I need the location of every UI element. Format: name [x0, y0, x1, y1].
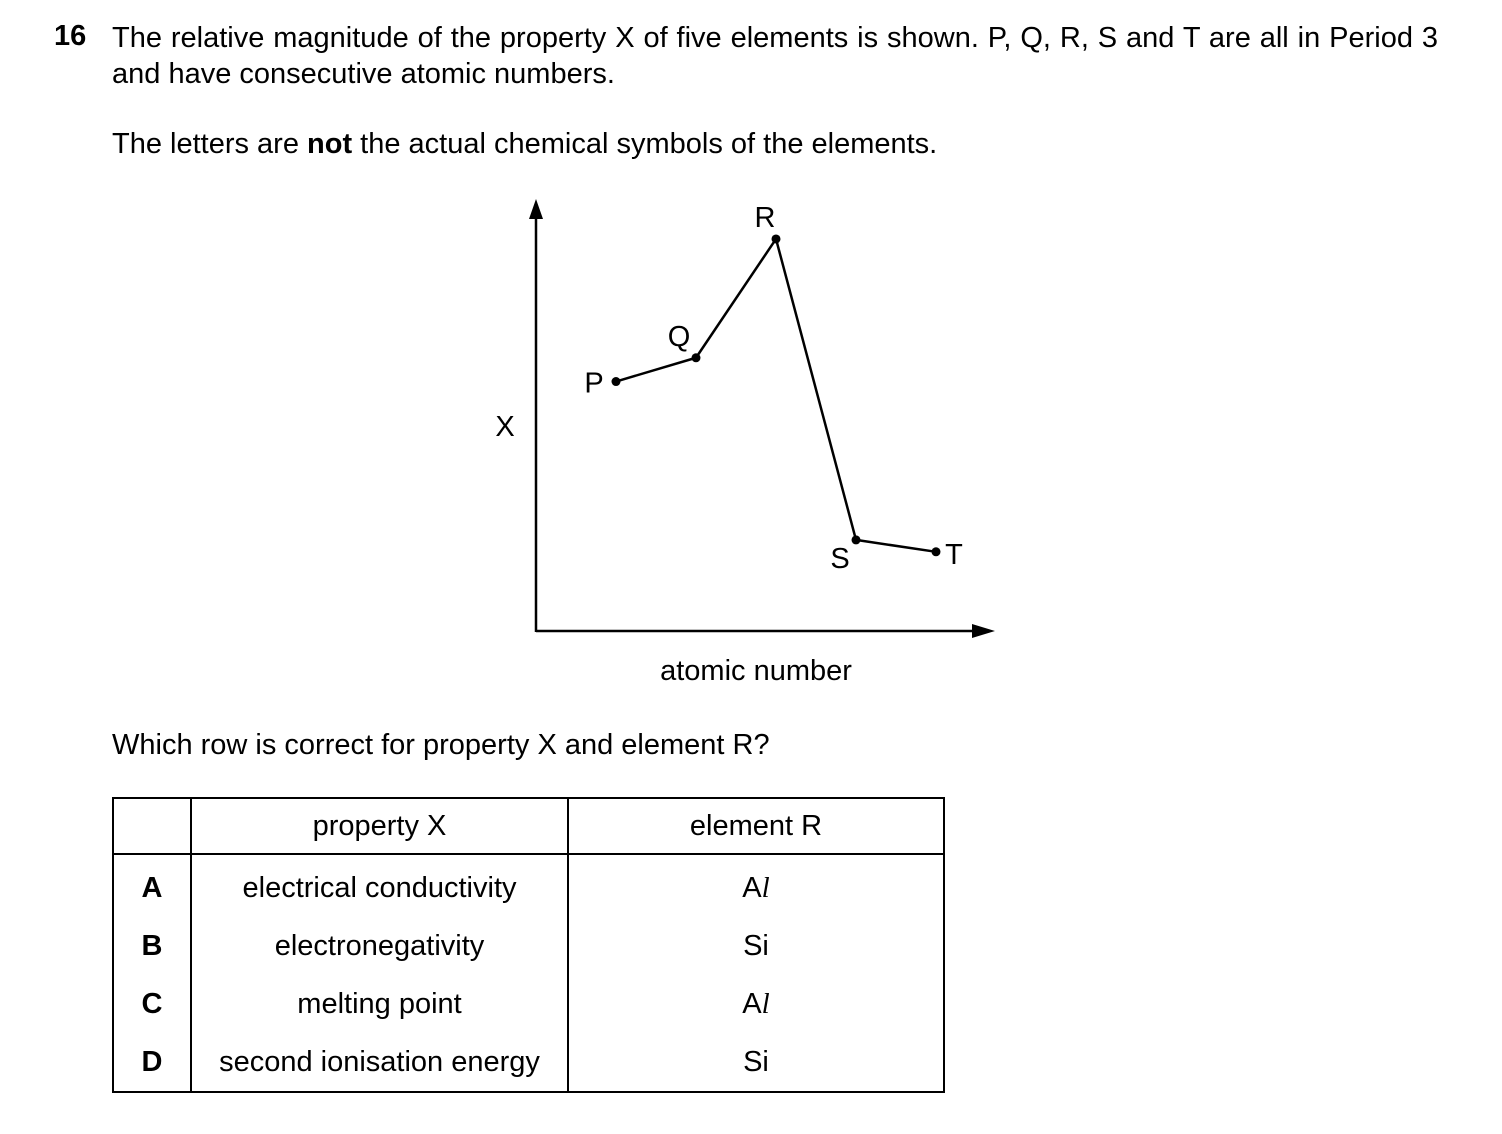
option-letter: B: [113, 917, 191, 975]
element-symbol: A: [742, 871, 762, 904]
option-letter: D: [113, 1033, 191, 1092]
table-row: [113, 1033, 944, 1092]
element-symbol: A: [742, 987, 762, 1020]
element-symbol: Si: [743, 1045, 769, 1078]
element-script-l: l: [761, 987, 770, 1020]
question-number: 16: [54, 20, 87, 52]
table-header-row: [113, 798, 944, 854]
data-point-s: [852, 535, 861, 544]
table-row: [113, 917, 944, 975]
data-point-q: [692, 353, 701, 362]
table-row: [113, 975, 944, 1033]
option-letter: A: [113, 854, 191, 917]
element-cell: [568, 975, 944, 1033]
point-label-s: S: [830, 542, 850, 575]
series-segment-s-t: [856, 540, 936, 552]
y-axis-label: X: [495, 411, 515, 443]
element-cell: [568, 1033, 944, 1092]
property-cell: electronegativity: [191, 917, 568, 975]
x-axis-arrowhead: [972, 624, 995, 638]
data-point-p: [612, 377, 621, 386]
question-prompt: Which row is correct for property X and element R?: [112, 729, 770, 761]
y-axis-arrowhead: [529, 199, 543, 219]
table-row: [113, 854, 944, 917]
answer-table: [112, 797, 945, 1093]
element-cell: [568, 917, 944, 975]
header-element: element R: [568, 798, 944, 854]
data-point-r: [772, 234, 781, 243]
point-label-q: Q: [667, 320, 691, 353]
series-segment-q-r: [696, 239, 776, 358]
note-text-before: The letters are: [112, 128, 308, 160]
header-option: [113, 798, 191, 854]
question-intro: The relative magnitude of the property X of five elements is shown. P, Q, R, S and T are all in Period 3 and have consecutive atomic numbers.: [112, 22, 1438, 90]
property-cell: electrical conductivity: [191, 854, 568, 917]
data-point-t: [932, 547, 941, 556]
point-label-p: P: [584, 367, 604, 400]
element-script-l: l: [761, 871, 770, 904]
note-text-after: the actual chemical symbols of the elements.: [352, 128, 938, 160]
point-label-r: R: [754, 201, 776, 234]
header-property: property X: [191, 798, 568, 854]
property-cell: melting point: [191, 975, 568, 1033]
property-cell: second ionisation energy: [191, 1033, 568, 1092]
note-emphasis: not: [307, 128, 353, 160]
point-label-t: T: [945, 538, 963, 571]
element-symbol: Si: [743, 929, 769, 962]
option-letter: C: [113, 975, 191, 1033]
x-axis-label: atomic number: [660, 655, 852, 687]
series-segment-r-s: [776, 239, 856, 540]
series-segment-p-q: [616, 358, 696, 382]
element-cell: [568, 854, 944, 917]
